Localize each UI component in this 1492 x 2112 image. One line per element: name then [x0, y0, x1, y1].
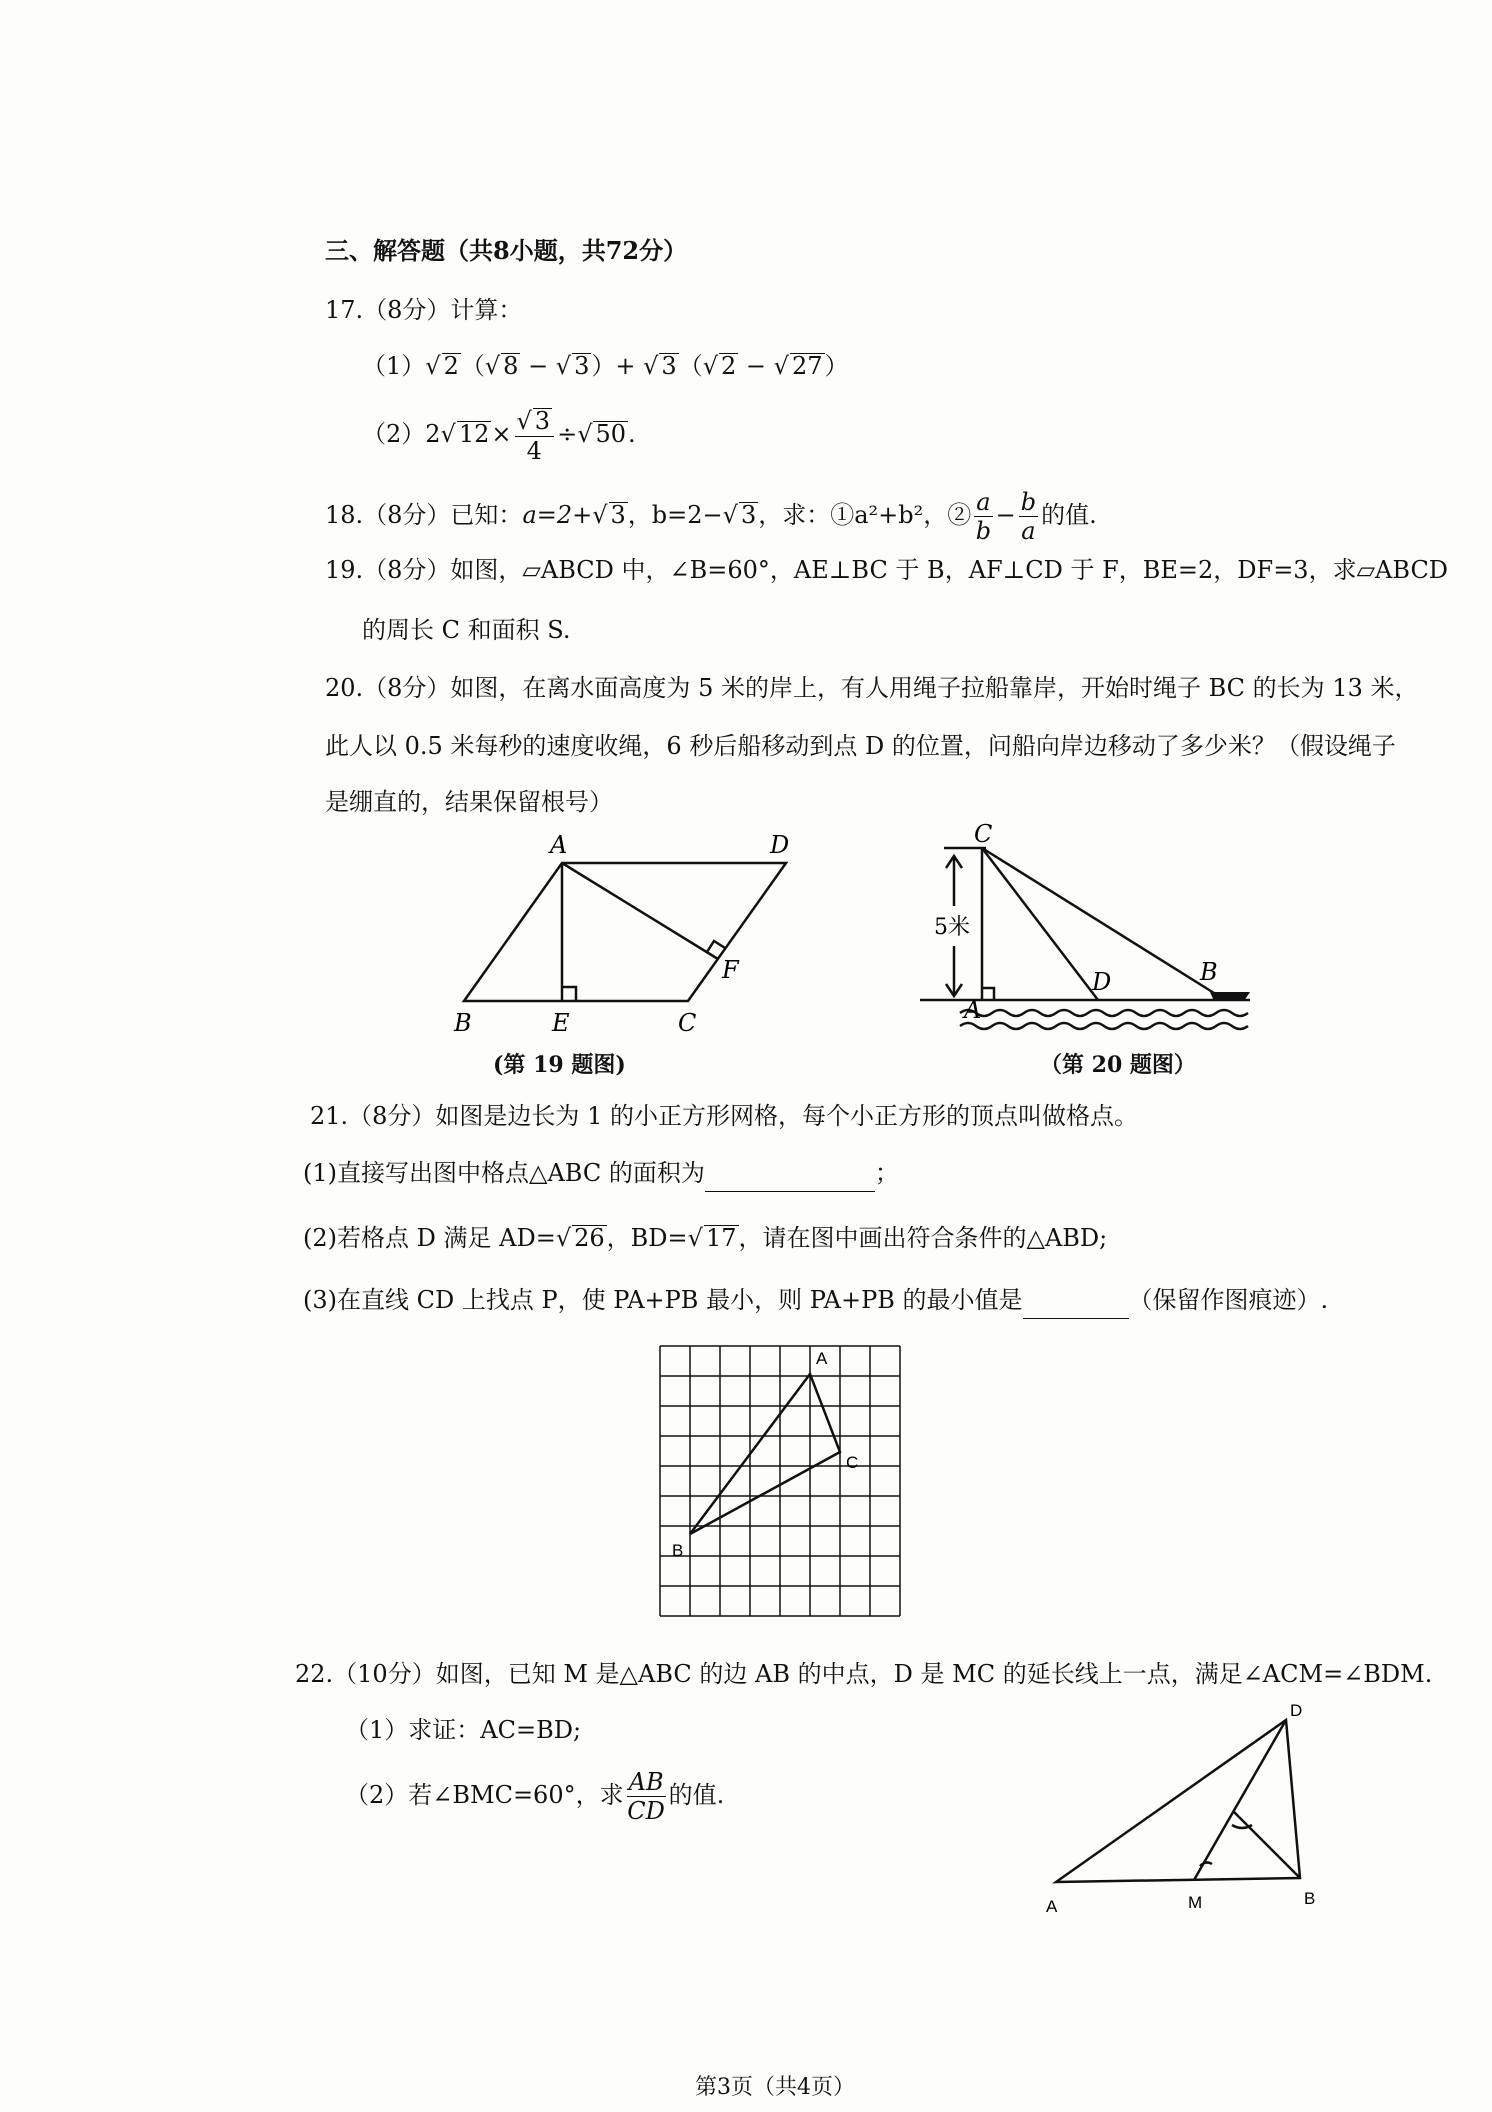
page-footer: 第3页（共4页）: [695, 2075, 855, 2100]
q21-sub2: (2)若格点 D 满足 AD=√ 26，BD=√ 17，请在图中画出符合条件的△ABD;: [303, 1224, 1108, 1252]
fig22-label-B: B: [1304, 1889, 1316, 1908]
fig19-label-D: D: [770, 831, 790, 859]
fig20-label-D: D: [1092, 968, 1112, 996]
q20-line3: 是绷直的，结果保留根号）: [325, 788, 613, 816]
q19-line1: 19.（8分）如图，▱ABCD 中，∠B=60°，AE⊥BC 于 B，AF⊥CD 于 F，BE=2，DF=3，求▱ABCD: [325, 556, 1449, 584]
fig22-label-A: A: [1046, 1897, 1058, 1916]
fig19-label-B: B: [454, 1009, 472, 1037]
fig21-label-A: A: [816, 1349, 828, 1368]
section-title: 三、解答题（共8小题，共72分）: [325, 236, 688, 265]
q20-line2: 此人以 0.5 米每秒的速度收绳，6 秒后船移动到点 D 的位置，问船向岸边移动了多少米？（假设绳子: [325, 732, 1396, 760]
fig19-label-A: A: [550, 831, 568, 859]
fig22-triangle: [1040, 1700, 1340, 1930]
fig19-label-E: E: [552, 1009, 570, 1037]
fig19-label-C: C: [678, 1009, 697, 1037]
q22-part2: （2）若∠BMC=60°，求 $\frac{AB}{CD}$ 的值.: [345, 1768, 725, 1825]
q22-part1: （1）求证：AC=BD;: [345, 1716, 582, 1744]
q20-line1: 20.（8分）如图，在离水面高度为 5 米的岸上，有人用绳子拉船靠岸，开始时绳子 BC 的长为 13 米，: [325, 674, 1419, 702]
fig21-label-C: C: [846, 1453, 859, 1472]
q19-line2: 的周长 C 和面积 S.: [362, 616, 571, 644]
fig20-height-label: 5米: [934, 915, 970, 940]
fig19-parallelogram: [440, 828, 800, 1038]
fig20-label-C: C: [974, 820, 993, 848]
fig19-caption: (第 19 题图): [493, 1052, 626, 1078]
q17-part1: （1）√ 2（√ 8 − √ 3）+ √ 3（√ 2 − √ 27）: [362, 352, 849, 380]
fig20-caption: （第 20 题图）: [1040, 1052, 1196, 1078]
fig19-label-F: F: [722, 956, 739, 984]
fig22-label-D: D: [1290, 1701, 1303, 1720]
fig20-boat: [920, 820, 1270, 1038]
q17-part2: （2）2√ 12× $\frac{√ 3}{4}$ ÷√ 50.: [362, 407, 636, 466]
q21-sub3: (3)在直线 CD 上找点 P，使 PA+PB 最小，则 PA+PB 的最小值是 （保留作图痕迹）.: [303, 1282, 1328, 1319]
fig20-label-A: A: [964, 996, 982, 1024]
fig21-label-B: B: [672, 1541, 684, 1560]
q21-sub1: (1)直接写出图中格点△ABC 的面积为 ；: [303, 1155, 899, 1192]
q18-text: 18.（8分）已知：a=2+√ 3，b=2−√ 3，求：①a²+b²，② $\frac{a}{b}$ − $\frac{b}{a}$ 的值.: [325, 488, 1097, 545]
fig20-label-B: B: [1200, 958, 1218, 986]
q17-heading: 17.（8分）计算：: [325, 296, 523, 324]
fig22-label-M: M: [1188, 1893, 1203, 1912]
fig21-grid: [650, 1336, 930, 1626]
q22-heading: 22.（10分）如图，已知 M 是△ABC 的边 AB 的中点，D 是 MC 的延长线上一点，满足∠ACM=∠BDM.: [295, 1660, 1433, 1688]
q21-heading: 21.（8分）如图是边长为 1 的小正方形网格，每个小正方形的顶点叫做格点。: [310, 1102, 1138, 1130]
